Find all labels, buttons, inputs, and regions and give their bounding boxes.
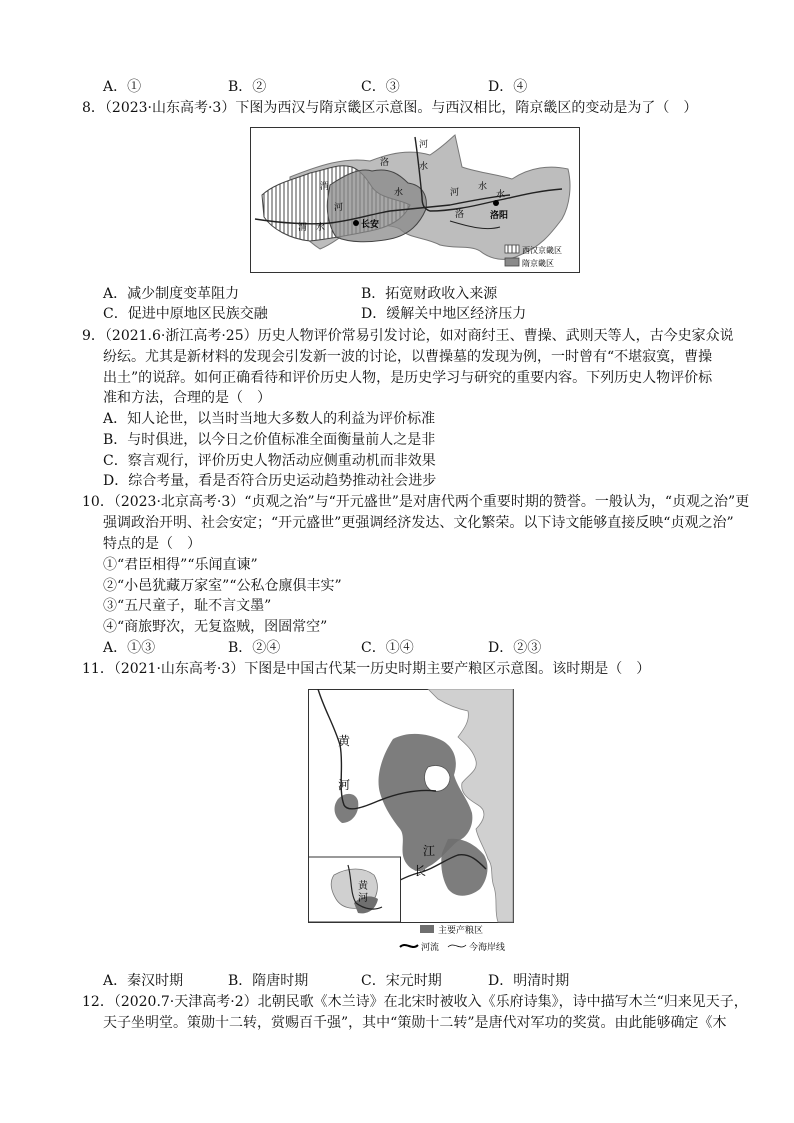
q8-label-shui-5: 水 <box>496 190 506 200</box>
q11-legend-grain: 主要产粮区 <box>438 926 484 936</box>
q7-option-c: C．③ <box>361 79 400 95</box>
q8-option-b: B．拓宽财政收入来源 <box>361 286 498 302</box>
q10-option-c: C．①④ <box>361 640 414 656</box>
q8-map <box>250 127 580 273</box>
q10-item-1: ①“君臣相得”“乐闻直谏” <box>103 557 258 573</box>
q8-label-shui-2: 水 <box>394 188 404 198</box>
q11-legend-coast-line <box>448 945 466 947</box>
q12-stem-line-2: 天子坐明堂。策勋十二转，赏赐百千强”，其中“策勋十二转”是唐代对军功的奖赏。由此能够确定《木 <box>103 1015 727 1031</box>
q8-label-wei-2: 渭 <box>298 223 308 233</box>
q11-label-he: 河 <box>338 778 351 792</box>
q11-option-b: B．隋唐时期 <box>228 973 309 989</box>
q7-option-d: D．④ <box>488 79 528 95</box>
q8-city-luoyang: 洛阳 <box>490 211 509 221</box>
q8-label-luo-1: 洛 <box>380 158 390 168</box>
q10-option-d: D．②③ <box>488 640 542 656</box>
q8-stem: 8．（2023·山东高考·3）下图为西汉与隋京畿区示意图。与西汉相比，隋京畿区的变动是为了（ ） <box>82 100 698 116</box>
q10-item-4: ④“商旅野次，无复盗贼，囹圄常空” <box>103 619 328 635</box>
q11-lake <box>425 765 450 791</box>
q9-stem-line-4: 准和方法，合理的是（ ） <box>103 390 271 406</box>
q8-changan-marker <box>353 220 359 226</box>
q10-item-3: ③“五尺童子，耻不言文墨” <box>103 598 272 614</box>
q9-option-b: B．与时俱进，以今日之价值标准全面衡量前人之是非 <box>103 432 436 448</box>
q8-label-shui-4: 水 <box>316 223 326 233</box>
q8-label-shui-3: 水 <box>478 182 488 192</box>
q8-label-he: 河 <box>419 140 429 150</box>
q8-legend-sui-swatch <box>505 258 519 266</box>
q8-label-shui-1: 水 <box>419 162 429 172</box>
q10-option-a: A．①③ <box>103 640 156 656</box>
q8-legend-xihan-swatch <box>505 245 519 253</box>
q11-option-a: A．秦汉时期 <box>103 973 184 989</box>
q7-option-b: B．② <box>228 79 267 95</box>
q8-option-c: C．促进中原地区民族交融 <box>103 306 268 322</box>
q8-label-he-3: 河 <box>334 203 344 213</box>
q10-stem-line-2: 强调政治开明、社会安定；“开元盛世”更强调经济发达、文化繁荣。以下诗文能够直接反映“贞观之治” <box>103 515 734 531</box>
q11-label-jiang: 江 <box>423 844 436 858</box>
q12-stem-line-1: 12．（2020.7·天津高考·2）北朝民歌《木兰诗》在北宋时被收入《乐府诗集》，诗中描写木兰“归来见天子， <box>82 994 748 1010</box>
q10-option-b: B．②④ <box>228 640 281 656</box>
q10-stem-line-3: 特点的是（ ） <box>103 536 201 552</box>
q11-legend-coast: 今海岸线 <box>469 943 506 953</box>
q8-option-d: D．缓解关中地区经济压力 <box>361 306 527 322</box>
q8-legend-xihan: 西汉京畿区 <box>522 246 562 255</box>
q8-label-he-2: 河 <box>450 188 460 198</box>
q9-option-a: A．知人论世，以当时当地大多数人的利益为评价标准 <box>103 411 436 427</box>
q8-luoyang-marker <box>493 200 499 206</box>
q11-stem: 11．（2021·山东高考·3）下图是中国古代某一历史时期主要产粮区示意图。该时期是（ ） <box>82 661 651 677</box>
q11-map <box>308 689 514 959</box>
q11-option-d: D．明清时期 <box>488 973 570 989</box>
q11-label-huang: 黄 <box>338 734 351 748</box>
q10-item-2: ②“小邑犹藏万家室”“公私仓廪俱丰实” <box>103 578 342 594</box>
q11-inset-label-huang: 黄 <box>358 881 368 892</box>
q11-legend-grain-swatch <box>420 925 434 933</box>
q7-option-a: A．① <box>103 79 142 95</box>
q11-option-c: C．宋元时期 <box>361 973 442 989</box>
q9-stem-line-1: 9．（2021.6·浙江高考·25）历史人物评价常易引发讨论，如对商纣王、曹操、武则天等人，古今史家众说 <box>82 328 734 344</box>
q8-label-luo-2: 洛 <box>455 210 465 220</box>
q11-label-chang: 长 <box>414 864 427 878</box>
q8-option-a: A．减少制度变革阻力 <box>103 286 240 302</box>
q9-option-c: C．察言观行，评价历史人物活动应侧重动机而非效果 <box>103 453 436 469</box>
q8-city-changan: 长安 <box>361 220 380 230</box>
q8-legend-sui: 隋京畿区 <box>522 259 554 268</box>
q8-label-wei-1: 渭 <box>320 182 330 192</box>
q10-stem-line-1: 10．（2023·北京高考·3）“贞观之治”与“开元盛世”是对唐代两个重要时期的赞誉。一般认为，“贞观之治”更 <box>82 494 750 510</box>
q9-stem-line-2: 纷纭。尤其是新材料的发现会引发新一波的讨论，以曹操墓的发现为例，一时曾有“不堪寂寞，曹操 <box>103 349 713 365</box>
q11-legend-river-line <box>400 945 418 947</box>
q9-stem-line-3: 出土”的说辞。如何正确看待和评价历史人物，是历史学习与研究的重要内容。下列历史人物评价标 <box>103 370 713 386</box>
q11-legend-river: 河流 <box>421 943 440 953</box>
q9-option-d: D．综合考量，看是否符合历史运动趋势推动社会进步 <box>103 473 437 489</box>
q11-inset-label-he: 河 <box>358 893 368 904</box>
